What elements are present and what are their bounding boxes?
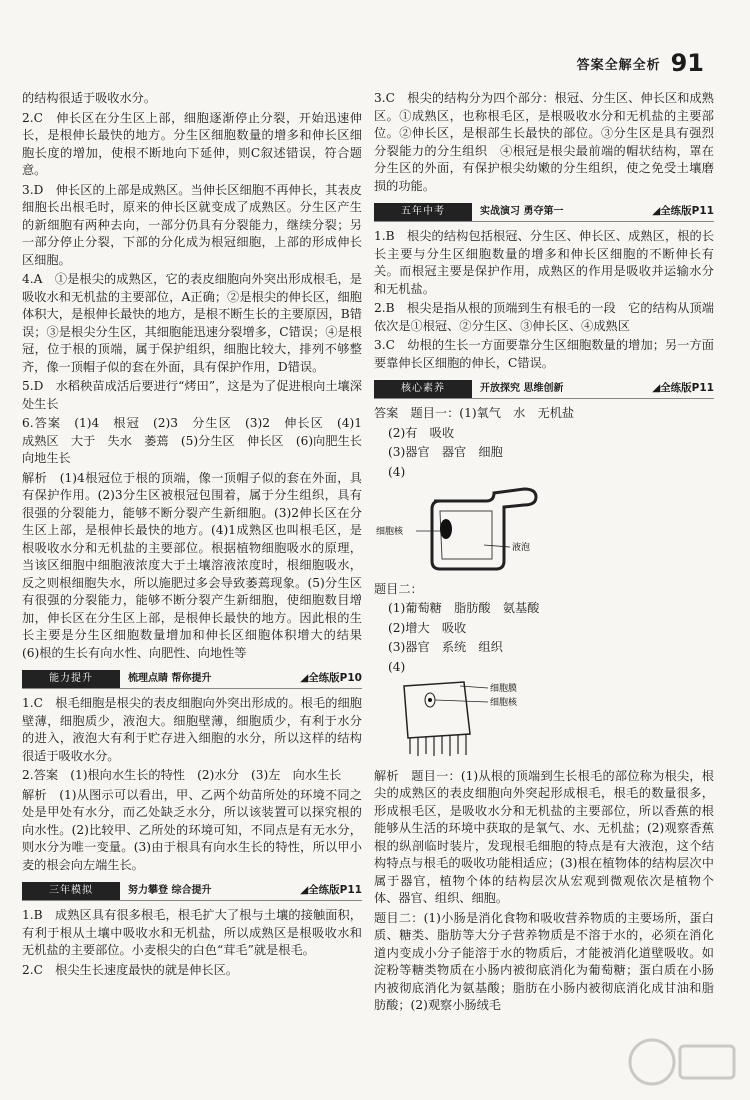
paragraph: 3.D 伸长区的上部是成熟区。当伸长区细胞不再伸长，其表皮细胞长出根毛时，原来的伸长区就变成了成熟区。分生区产生的新细胞有两种去向，一部分仍具有分裂能力，继续分裂；另一部分停止分裂，下部的分化成为根冠细胞，上部的形成伸长区细胞。 — [22, 182, 362, 267]
section-banner-three-year — [22, 882, 362, 901]
answer-line: 题目二： — [374, 581, 423, 596]
paragraph: 4.A ①是根尖的成熟区，它的表皮细胞向外突出形成根毛，是吸收水和无机盐的主要部位，A正确；②是根尖的伸长区，细胞体积大，是根伸长最快的地方，是根不断生长的主要原因，B错误；③是根尖分生区，其细胞能迅速分裂增多，C错误；④是根冠，位于根的顶端，属于保护组织，细胞比较大，排列不够整齐，像一顶帽子似的套在外面，具有保护作用，D错误。 — [22, 272, 362, 374]
label-vacuole: 液泡 — [512, 543, 531, 553]
paragraph: 1.C 根毛细胞是根尖的表皮细胞向外突出形成的。根毛的细胞壁薄，细胞质少，液泡大。细胞壁薄，细胞质少，有利于水分的进入，液泡大有利于贮存进入细胞的水分，所以这样的结构很适于吸收水分。 — [22, 696, 362, 763]
paragraph: 3.C 幼根的生长一方面要靠分生区细胞数量的增加；另一方面要靠伸长区细胞的伸长，C错误。 — [374, 338, 714, 370]
paragraph: 的结构很适于吸收水分。 — [22, 91, 157, 105]
watermark-logo — [622, 1032, 742, 1092]
page-number: 91 — [670, 49, 704, 77]
paragraph: 5.D 水稻秧苗成活后要进行“烤田”，这是为了促进根向土壤深处生长 — [22, 379, 362, 411]
intestinal-cell-diagram — [374, 678, 574, 760]
banner-reference: ◢全练版P11 — [652, 205, 714, 218]
root-hair-cell-figure — [374, 483, 714, 579]
paragraph: 解析 (1)4根冠位于根的顶端，像一顶帽子似的套在外面，具有保护作用。(2)3分生区被根冠包围着，属于分生组织，具有很强的分裂能力，能够不断分裂产生新细胞。(3)2伸长区在分生区上部，是根伸长最快的地方。(4)1成熟区也叫根毛区，是根吸收水分和无机盐的主要部位。根据植物细胞吸水的原理，当该区细胞中细胞液浓度大于土壤溶液浓度时，根细胞吸水，反之则根细胞失水，所以施肥过多会导致萎蔫现象。(5)分生区有很强的分裂能力，能够不断分裂产生新细胞，使细胞数目增加，伸长区在分生区上部，是根伸长最快的地方。因此根的生长主要是分生区细胞数量增加和伸长区细胞体积增大的结果 (6)根的生长有向水性、向肥性、向地性等 — [22, 470, 375, 660]
banner-title: 核心素养 — [374, 380, 472, 398]
banner-slogan: 梳理点睛 帮你提升 — [128, 673, 212, 685]
banner-reference: ◢全练版P10 — [300, 672, 362, 685]
paragraph: 解析 题目一：(1)从根的顶端到生长根毛的部位称为根尖，根尖的成熟区的表皮细胞向外突起形成根毛，根毛的数量很多，形成根毛区，是吸收水分和无机盐的主要部位，所以香蕉的根能够从生活的环境中获取的是氧气、水、无机盐；(2)观察香蕉根的纵剖临时装片，发现根毛细胞的特点是有大液泡，这个结构特点与根毛的吸收功能相适应；(3)根在植物体的结构层次中属于器官，植物个体的结构层次从宏观到微观依次是植物个体、器官、组织、细胞。 — [374, 768, 714, 905]
answer-line: (3)器官 系统 组织 — [388, 640, 503, 654]
answer-line: (1)葡萄糖 脂肪酸 氨基酸 — [388, 601, 540, 615]
section-banner-five-year — [374, 203, 714, 222]
paragraph: 题目二：(1)小肠是消化食物和吸收营养物质的主要场所，蛋白质、糖类、脂肪等大分子营养物质是不溶于水的，必须在消化道内变成小分子能溶于水的物质后，才能被消化道壁吸收。如淀粉等糖类物质在小肠内被彻底消化为葡萄糖；蛋白质在小肠内被彻底消化为氨基酸；脂肪在小肠内被彻底消化成甘油和脂肪酸；(2)观察小肠绒毛 — [374, 910, 714, 1012]
intestinal-cell-figure — [374, 678, 714, 766]
banner-reference: ◢全练版P11 — [300, 884, 362, 897]
paragraph: 3.C 根尖的结构分为四个部分：根冠、分生区、伸长区和成熟区。①成熟区，也称根毛区，是根吸收水分和无机盐的主要部位。②伸长区，是根部生长最快的部位。③分生区是具有强烈分裂能力的分生组织 ④根冠是根尖最前端的帽状结构，罩在分生区的外面，有保护根尖幼嫩的分生组织，使之免受土壤磨损的功能。 — [374, 91, 714, 193]
banner-title: 三年模拟 — [22, 882, 120, 900]
paragraph: 解析 (1)从图示可以看出，甲、乙两个幼苗所处的环境不同之处是甲处有水分，而乙处缺乏水分，所以该装置可以探究根的向水性。(2)比较甲、乙所处的环境可知，不同点是有无水分，则水分为唯一变量。(3)由于根具有向水生长的特性，所以甲小麦的根会向左端生长。 — [22, 787, 362, 872]
answer-line: (3)器官 器官 细胞 — [388, 445, 503, 459]
banner-title: 能力提升 — [22, 670, 120, 688]
answer-line: (2)有 吸收 — [388, 425, 455, 440]
paragraph: 2.C 根尖生长速度最快的就是伸长区。 — [22, 962, 238, 977]
banner-title: 五年中考 — [374, 203, 472, 221]
root-hair-cell-diagram — [374, 483, 574, 573]
answer-line: 答案 题目一：(1)氧气 水 无机盐 — [374, 406, 575, 420]
header-title: 答案全解全析 — [576, 57, 661, 73]
answer-line: (2)增大 吸收 — [388, 620, 467, 635]
left-column — [22, 90, 375, 981]
right-column — [374, 90, 714, 1017]
paragraph: 2.C 伸长区在分生区上部，细胞逐渐停止分裂，开始迅速伸长，是根伸长最快的地方。分生区细胞数量的增多和伸长区细胞长度的增加，使根不断地向下延伸，则C叙述错误，符合题意。 — [22, 110, 362, 177]
microvilli — [410, 734, 466, 756]
page-header — [577, 48, 704, 78]
section-banner-core — [374, 380, 714, 399]
banner-slogan: 努力攀登 综合提升 — [128, 885, 212, 897]
answer-line: (4) — [388, 464, 406, 479]
label-membrane: 细胞膜 — [490, 684, 518, 694]
banner-slogan: 实战演习 勇夺第一 — [480, 206, 564, 218]
paragraph: 1.B 根尖的结构包括根冠、分生区、伸长区、成熟区，根的长长主要与分生区细胞数量的增多和伸长区细胞的不断伸长有关。而根冠主要是保护作用，成熟区的作用是吸收并运输水分和无机盐。 — [374, 229, 714, 296]
paragraph: 1.B 成熟区具有很多根毛，根毛扩大了根与土壤的接触面积，有利于根从土壤中吸收水和无机盐，所以成熟区是根吸收水和无机盐的主要部位。小麦根尖的白色“茸毛”就是根毛。 — [22, 908, 362, 957]
paragraph: 2.答案 (1)根向水生长的特性 (2)水分 (3)左 向水生长 — [22, 768, 342, 782]
banner-slogan: 开放探究 思维创新 — [480, 383, 564, 395]
label-nucleus: 细胞核 — [490, 698, 518, 708]
answer-line: (4) — [388, 659, 406, 674]
paragraph: 2.B 根尖是指从根的顶端到生有根毛的一段 它的结构从顶端依次是①根冠、②分生区、③伸长区、④成熟区 — [374, 301, 714, 333]
section-banner-ability — [22, 670, 362, 689]
label-nucleus: 细胞核 — [376, 527, 404, 537]
paragraph: 6.答案 (1)4 根冠 (2)3 分生区 (3)2 伸长区 (4)1 成熟区 大于 失水 萎蔫 (5)分生区 伸长区 (6)向肥生长 向地生长 — [22, 416, 375, 465]
banner-reference: ◢全练版P11 — [652, 382, 714, 395]
